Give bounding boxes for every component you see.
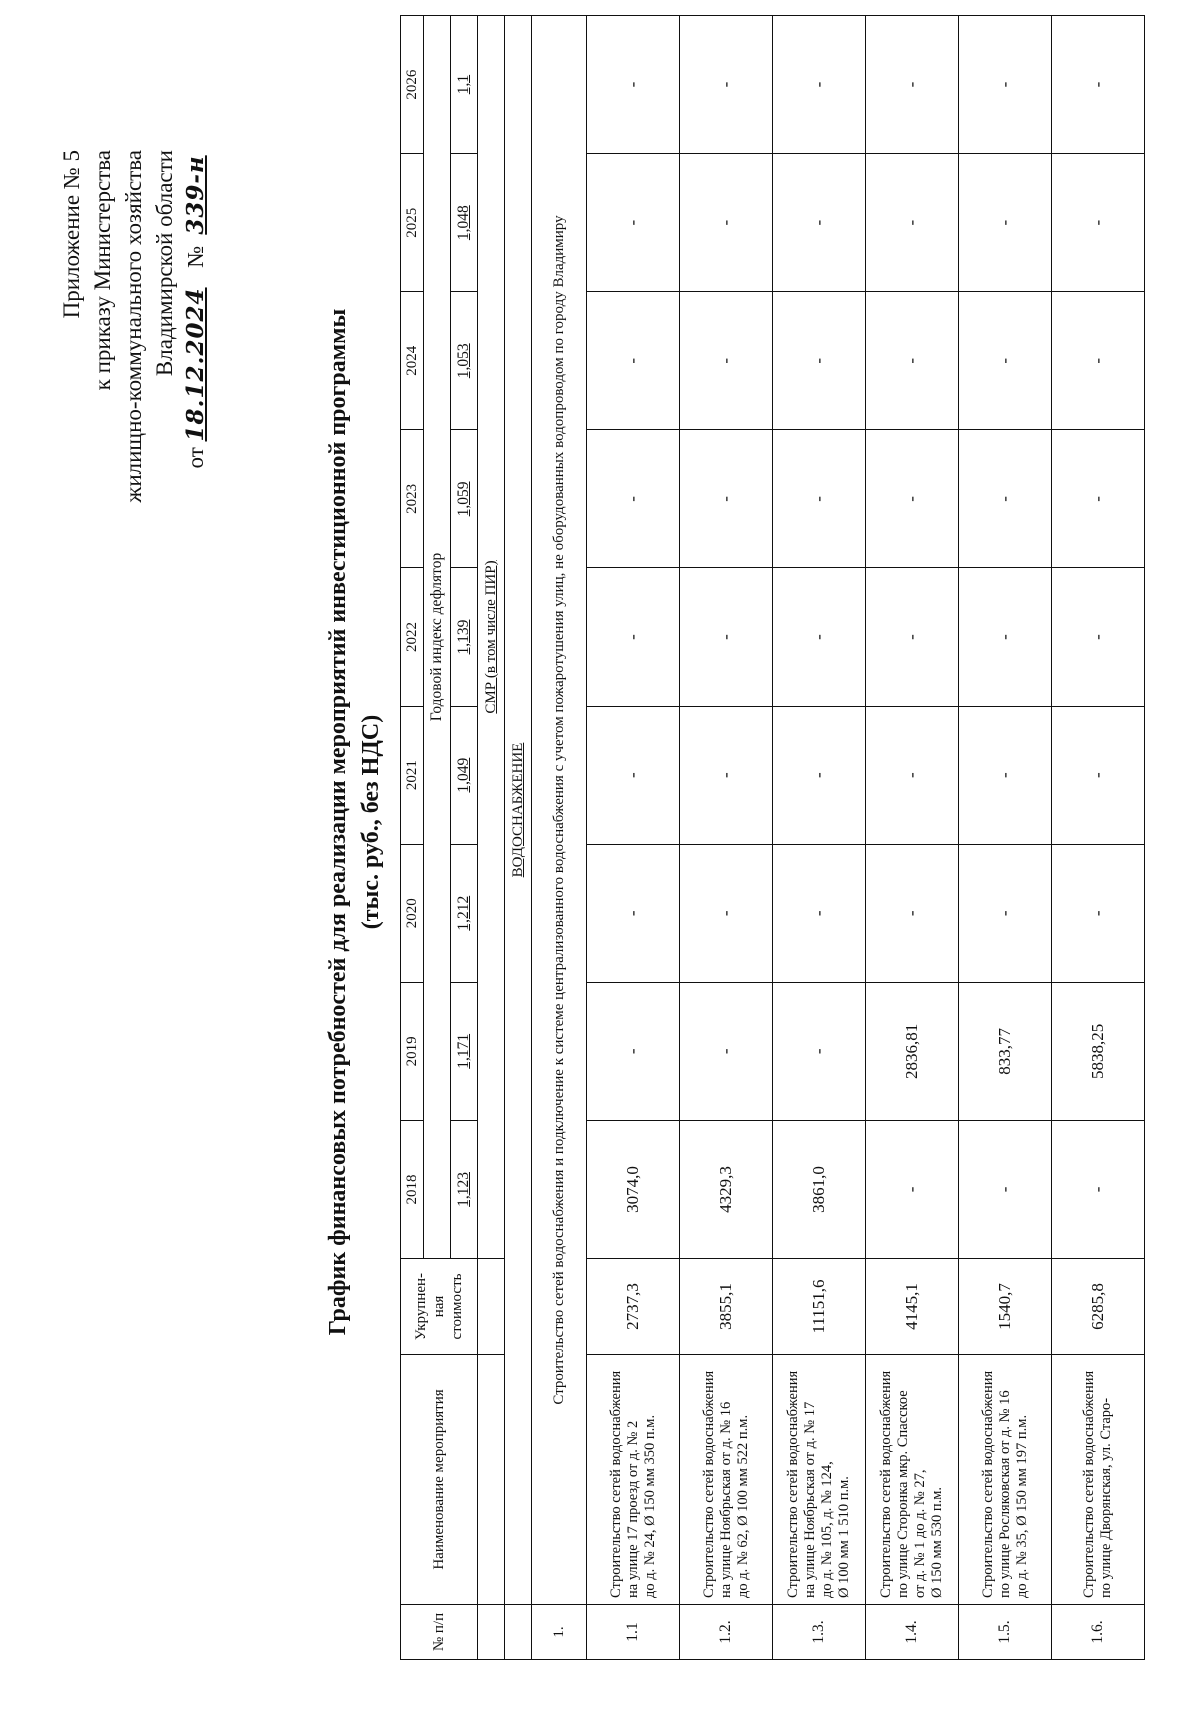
row-num: 1.3. (773, 1605, 866, 1660)
group-num: 1. (532, 1605, 587, 1660)
row-name-line: до д. № 62, Ø 100 мм 522 п.м. (734, 1414, 751, 1598)
row-year-value: - (587, 16, 680, 154)
row-year-value: - (866, 292, 959, 430)
row-year-value: - (1052, 154, 1145, 292)
row-year-value: - (773, 706, 866, 844)
row-year-value: - (1052, 430, 1145, 568)
row-year-value: - (587, 706, 680, 844)
row-name (680, 1355, 773, 1605)
row-name-line: Ø 150 мм 530 п.м. (929, 1486, 945, 1598)
year-header: 2018 (401, 1120, 424, 1258)
row-year-value: - (773, 568, 866, 706)
appendix-line-2: к приказу Министерства (90, 150, 115, 391)
row-year-value: - (959, 568, 1052, 706)
row-year-value: - (680, 982, 773, 1120)
row-year-value: - (587, 844, 680, 982)
document-title (322, 262, 388, 1382)
row-cost: 2737,3 (587, 1259, 680, 1355)
from-label: от (183, 447, 208, 469)
year-header: 2026 (401, 16, 424, 154)
row-year-value: - (680, 16, 773, 154)
row-year-value: - (680, 706, 773, 844)
row-name (773, 1355, 866, 1605)
row-year-value: - (866, 430, 959, 568)
appendix-date-line (180, 150, 211, 503)
handwritten-date: 18.12.2024 (182, 287, 209, 442)
table-row (680, 16, 773, 1660)
row-name-line: Строительство сетей водоснабжения (700, 1370, 717, 1598)
deflator-value: 1,123 (451, 1120, 478, 1258)
row-year-value: - (587, 568, 680, 706)
financial-schedule-table (400, 15, 1145, 1660)
row-name (1052, 1355, 1145, 1605)
row-year-value: 2836,81 (866, 982, 959, 1120)
deflator-value: 1,049 (451, 706, 478, 844)
row-name-line: Строительство сетей водоснабжения (979, 1370, 996, 1598)
row-year-value: - (680, 292, 773, 430)
row-year-value: - (1052, 706, 1145, 844)
row-name-line: на улице 17 проезд от д. № 2 (624, 1420, 641, 1598)
year-header: 2025 (401, 154, 424, 292)
row-year-value: - (1052, 16, 1145, 154)
row-year-value: - (866, 154, 959, 292)
row-year-value: - (587, 982, 680, 1120)
year-header: 2020 (401, 844, 424, 982)
row-num: 1.4. (866, 1605, 959, 1660)
row-name-line: на улице Ноябрьская от д. № 17 (802, 1401, 818, 1598)
row-year-value: - (959, 844, 1052, 982)
section-title: ВОДОСНАБЖЕНИЕ (505, 16, 532, 1605)
deflator-value: 1,053 (451, 292, 478, 430)
row-name-line: по улице Сторонка мкр. Спасское (895, 1390, 911, 1598)
handwritten-number: 339-н (182, 155, 209, 235)
row-year-value: - (866, 706, 959, 844)
title-line-1: График финансовых потребностей для реализации мероприятий инвестиционной программы (325, 308, 351, 1336)
table-row (587, 16, 680, 1660)
deflator-value: 1,1 (451, 16, 478, 154)
smr-label: СМР (в том числе ПИР) (478, 16, 505, 1259)
header-num: № п/п (401, 1605, 478, 1660)
row-year-value: - (959, 16, 1052, 154)
row-year-value: - (959, 1120, 1052, 1258)
row-name-line: Ø 100 мм 1 510 п.м. (836, 1476, 852, 1598)
title-line-2: (тыс. руб., без НДС) (358, 714, 384, 930)
row-year-value: - (680, 844, 773, 982)
row-year-value: - (773, 430, 866, 568)
header-name: Наименование мероприятия (401, 1355, 478, 1605)
deflator-value: 1,139 (451, 568, 478, 706)
row-year-value: - (680, 154, 773, 292)
row-year-value: - (959, 706, 1052, 844)
row-name-line: до д. № 24, Ø 150 мм 350 п.м. (641, 1414, 658, 1598)
row-cost: 6285,8 (1052, 1259, 1145, 1355)
row-year-value: - (587, 430, 680, 568)
row-year-value: 3861,0 (773, 1120, 866, 1258)
row-cost: 4145,1 (866, 1259, 959, 1355)
year-header: 2021 (401, 706, 424, 844)
row-year-value: - (587, 154, 680, 292)
row-year-value: 833,77 (959, 982, 1052, 1120)
empty-cell (505, 1605, 532, 1660)
appendix-block (56, 150, 211, 503)
row-year-value: 4329,3 (680, 1120, 773, 1258)
year-header: 2019 (401, 982, 424, 1120)
row-year-value: - (959, 154, 1052, 292)
row-num: 1.1 (587, 1605, 680, 1660)
row-name (587, 1355, 680, 1605)
number-label: № (183, 245, 208, 268)
row-year-value: - (866, 844, 959, 982)
row-cost: 1540,7 (959, 1259, 1052, 1355)
row-year-value: - (773, 16, 866, 154)
section-row (505, 16, 532, 1660)
row-name-line: Строительство сетей водоснабжения (785, 1370, 801, 1598)
table-row (1052, 16, 1145, 1660)
empty-cell (478, 1259, 505, 1355)
row-year-value: - (773, 154, 866, 292)
row-year-value: - (680, 430, 773, 568)
row-year-value: - (866, 16, 959, 154)
row-year-value: - (1052, 568, 1145, 706)
deflator-value: 1,048 (451, 154, 478, 292)
row-name-line: по улице Дворянская, ул. Старо- (1098, 1397, 1114, 1598)
row-name-line: по улице Росляковская от д. № 16 (996, 1390, 1013, 1598)
row-cost: 3855,1 (680, 1259, 773, 1355)
deflator-value: 1,212 (451, 844, 478, 982)
row-num: 1.2. (680, 1605, 773, 1660)
table-row (866, 16, 959, 1660)
header-row-years (401, 16, 424, 1660)
row-year-value: - (773, 844, 866, 982)
row-year-value: - (773, 292, 866, 430)
year-header: 2022 (401, 568, 424, 706)
row-name-line: до д. № 105, д. № 124, (819, 1461, 835, 1598)
deflator-label: Годовой индекс дефлятор (424, 16, 451, 1259)
header-cost: Укрупнен-ная стоимость (401, 1259, 478, 1355)
row-num: 1.6. (1052, 1605, 1145, 1660)
appendix-line-4: Владимирской области (152, 150, 177, 377)
empty-cell (478, 1605, 505, 1660)
row-year-value: - (866, 1120, 959, 1258)
table-row (773, 16, 866, 1660)
row-year-value: - (773, 982, 866, 1120)
row-cost: 11151,6 (773, 1259, 866, 1355)
row-name-line: Строительство сетей водоснабжения (878, 1370, 894, 1598)
group-title: Строительство сетей водоснабжения и подключение к системе централизованного водоснабжения с учетом пожаротушения улиц, не оборудованных водопроводом по городу Владимиру (532, 16, 587, 1605)
row-year-value: - (959, 430, 1052, 568)
row-name-line: Строительство сетей водоснабжения (607, 1370, 624, 1598)
deflator-value: 1,171 (451, 982, 478, 1120)
row-year-value: 5838,25 (1052, 982, 1145, 1120)
year-header: 2024 (401, 292, 424, 430)
row-num: 1.5. (959, 1605, 1052, 1660)
row-name-line: Строительство сетей водоснабжения (1081, 1370, 1097, 1598)
smr-row (478, 16, 505, 1660)
row-year-value: - (1052, 844, 1145, 982)
deflator-value: 1,059 (451, 430, 478, 568)
row-year-value: - (1052, 292, 1145, 430)
row-year-value: - (680, 568, 773, 706)
appendix-line-3: жилищно-коммунального хозяйства (121, 150, 146, 503)
row-year-value: - (866, 568, 959, 706)
group-row (532, 16, 587, 1660)
row-year-value: - (1052, 1120, 1145, 1258)
row-name (959, 1355, 1052, 1605)
row-name-line: на улице Ноябрьская от д. № 16 (717, 1401, 734, 1598)
appendix-line-1: Приложение № 5 (59, 150, 84, 319)
row-name-line: от д. № 1 до д. № 27, (912, 1469, 928, 1598)
row-year-value: - (959, 292, 1052, 430)
row-year-value: 3074,0 (587, 1120, 680, 1258)
row-year-value: - (587, 292, 680, 430)
empty-cell (478, 1355, 505, 1605)
row-name (866, 1355, 959, 1605)
year-header: 2023 (401, 430, 424, 568)
row-name-line: до д. № 35, Ø 150 мм 197 п.м. (1013, 1414, 1030, 1598)
table-row (959, 16, 1052, 1660)
